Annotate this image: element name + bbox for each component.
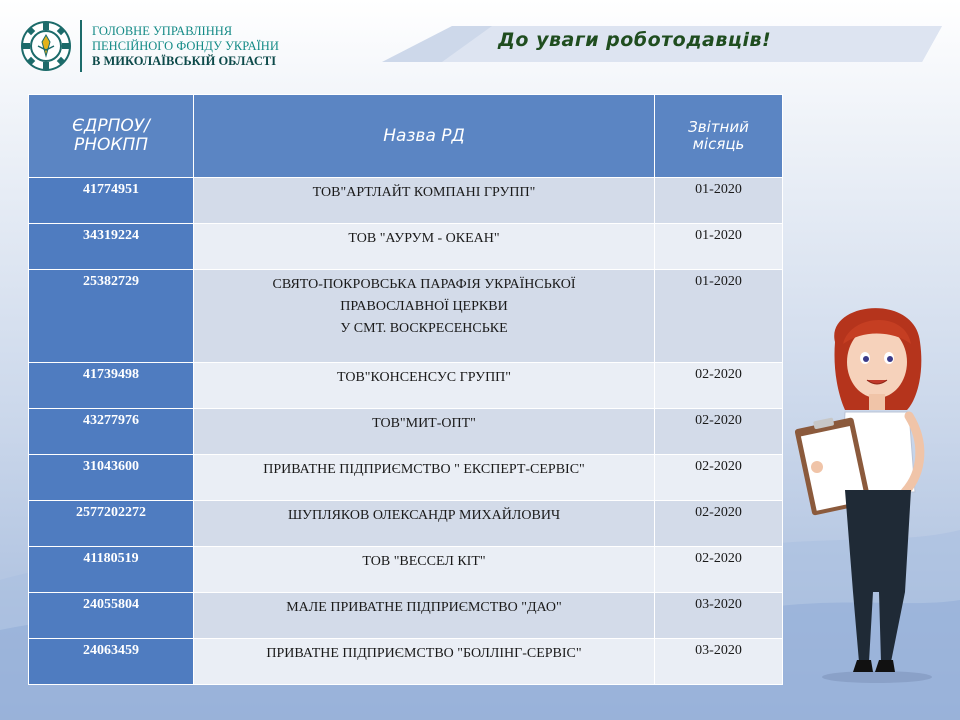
header-month-line-1: Звітний [688, 118, 749, 136]
woman-with-clipboard-icon [795, 292, 955, 687]
row-name [194, 178, 655, 224]
row-month: 02-2020 [655, 409, 783, 455]
row-month: 03-2020 [655, 639, 783, 685]
row-code: 41774951 [29, 178, 194, 224]
row-name [194, 409, 655, 455]
row-name [194, 547, 655, 593]
table-row [29, 455, 783, 501]
row-name-line: ТОВ"МИТ-ОПТ" [372, 416, 476, 431]
table-row [29, 593, 783, 639]
org-name [92, 24, 279, 69]
row-name-line: ТОВ"КОНСЕНСУС ГРУПП" [336, 370, 512, 385]
table-row [29, 409, 783, 455]
header-month [655, 95, 783, 178]
table-row [29, 501, 783, 547]
row-code: 2577202272 [29, 501, 194, 547]
header-month-line-2: місяць [692, 135, 745, 153]
row-name-line: СВЯТО-ПОКРОВСЬКА ПАРАФІЯ УКРАЇНСЬКОЇ [272, 277, 576, 292]
logo-divider [80, 20, 82, 72]
row-name-line: ТОВ "АУРУМ - ОКЕАН" [348, 231, 500, 246]
row-name-line: ТОВ "ВЕССЕЛ КІТ" [362, 554, 486, 569]
header-code [29, 95, 194, 178]
table-row [29, 639, 783, 685]
header-code-line-2: РНОКПП [73, 135, 149, 155]
row-code: 24063459 [29, 639, 194, 685]
row-code: 31043600 [29, 455, 194, 501]
row-month: 02-2020 [655, 547, 783, 593]
row-name [194, 455, 655, 501]
row-name [194, 501, 655, 547]
row-month: 01-2020 [655, 270, 783, 363]
row-name [194, 224, 655, 270]
row-month: 02-2020 [655, 363, 783, 409]
table-row [29, 270, 783, 363]
header-code-line-1: ЄДРПОУ/ [72, 116, 150, 136]
table-row [29, 224, 783, 270]
employers-table [28, 94, 783, 685]
row-name [194, 639, 655, 685]
row-month: 01-2020 [655, 178, 783, 224]
row-name [194, 363, 655, 409]
header [20, 18, 279, 74]
row-name-line: ПРАВОСЛАВНОЇ ЦЕРКВИ [340, 299, 508, 314]
row-code: 24055804 [29, 593, 194, 639]
row-name [194, 270, 655, 363]
row-name-line: МАЛЕ ПРИВАТНЕ ПІДПРИЄМСТВО "ДАО" [286, 600, 562, 615]
row-name-line: ТОВ"АРТЛАЙТ КОМПАНІ ГРУПП" [312, 185, 536, 200]
banner-title: До уваги роботодавців! [498, 29, 772, 51]
row-code: 25382729 [29, 270, 194, 363]
org-line-1: ГОЛОВНЕ УПРАВЛІННЯ [92, 23, 233, 38]
row-month: 02-2020 [655, 501, 783, 547]
row-month: 02-2020 [655, 455, 783, 501]
row-name-line: ШУПЛЯКОВ ОЛЕКСАНДР МИХАЙЛОВИЧ [287, 508, 561, 523]
row-month: 01-2020 [655, 224, 783, 270]
row-name-line: ПРИВАТНЕ ПІДПРИЄМСТВО "БОЛЛІНГ-СЕРВІС" [266, 646, 582, 661]
row-code: 34319224 [29, 224, 194, 270]
row-name-line: ПРИВАТНЕ ПІДПРИЄМСТВО " ЕКСПЕРТ-СЕРВІС" [263, 462, 585, 477]
row-month: 03-2020 [655, 593, 783, 639]
row-code: 43277976 [29, 409, 194, 455]
table-row [29, 363, 783, 409]
pension-fund-logo-icon [20, 20, 72, 72]
table-row [29, 178, 783, 224]
org-line-3: В МИКОЛАЇВСЬКІЙ ОБЛАСТІ [92, 53, 277, 68]
org-line-2: ПЕНСІЙНОГО ФОНДУ УКРАЇНИ [92, 38, 279, 53]
row-name-line: У СМТ. ВОСКРЕСЕНСЬКЕ [340, 321, 508, 336]
row-code: 41180519 [29, 547, 194, 593]
table-row [29, 547, 783, 593]
header-name: Назва РД [194, 95, 655, 178]
row-code: 41739498 [29, 363, 194, 409]
row-name [194, 593, 655, 639]
table-header-row [29, 95, 783, 178]
